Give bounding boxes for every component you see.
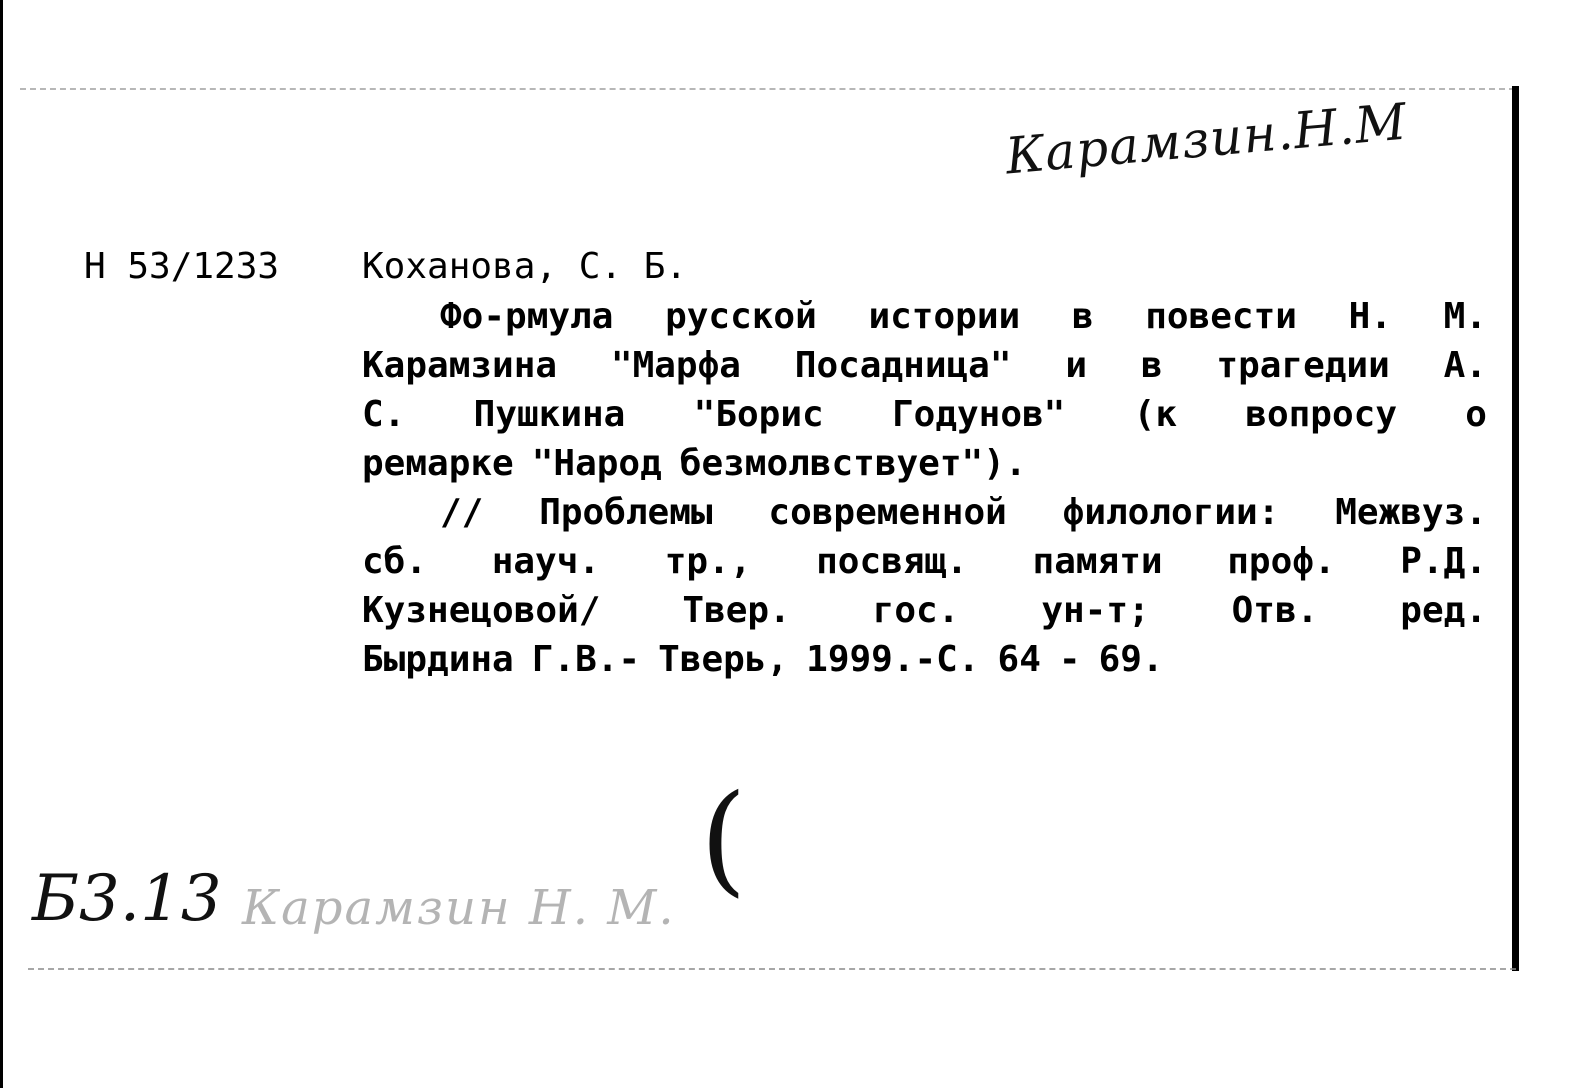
word: филологии: xyxy=(1062,492,1280,533)
word: "Борис xyxy=(693,394,824,435)
word: Проблемы xyxy=(539,492,713,533)
catalog-number: Н 53/1233 xyxy=(84,246,280,287)
card-bottom-border xyxy=(28,968,1516,970)
word: безмолвствует"). xyxy=(679,443,1027,484)
word: Посадница" xyxy=(794,345,1012,386)
word: ремарке xyxy=(362,443,514,484)
word: современной xyxy=(768,492,1007,533)
handwritten-parenthesis: ( xyxy=(700,770,747,909)
author-name: Коханова, С. Б. xyxy=(362,246,688,287)
word: повести xyxy=(1145,296,1297,337)
word: проф. xyxy=(1227,541,1336,582)
word: истории xyxy=(868,296,1021,337)
word: гос. xyxy=(872,590,960,631)
word: Пушкина xyxy=(473,394,626,435)
description-line-4 xyxy=(362,439,1487,488)
word: Н. xyxy=(1348,296,1392,337)
word: и xyxy=(1065,345,1088,386)
word: Р.Д. xyxy=(1400,541,1487,582)
word: о xyxy=(1465,394,1487,435)
word: ун-т; xyxy=(1041,590,1150,631)
word: М. xyxy=(1443,296,1487,337)
word: // xyxy=(440,492,484,533)
word: тр., xyxy=(664,541,752,582)
word: сб. xyxy=(362,541,428,582)
word: вопросу xyxy=(1245,394,1397,435)
word: А. xyxy=(1443,345,1487,386)
word: Г.В.- xyxy=(531,639,641,680)
word: науч. xyxy=(491,541,601,582)
word: 64 xyxy=(997,639,1041,680)
word: Фо-рмула xyxy=(440,296,614,337)
word: памяти xyxy=(1032,541,1163,582)
description-line-8 xyxy=(362,635,1487,684)
word: Тверь, xyxy=(658,639,789,680)
description-line-6 xyxy=(362,537,1487,586)
description-line-7 xyxy=(362,586,1487,635)
description-line-2 xyxy=(362,341,1487,390)
description-line-1 xyxy=(362,292,1487,341)
word: "Марфа xyxy=(610,345,741,386)
word: русской xyxy=(665,296,817,337)
scan-edge-left xyxy=(0,0,3,1088)
word: Карамзина xyxy=(362,345,558,386)
handwritten-faint-note: Карамзин Н. М. xyxy=(242,880,676,936)
word: Твер. xyxy=(682,590,791,631)
word: - xyxy=(1058,639,1081,680)
word: 1999.-С. xyxy=(806,639,980,680)
word: Бырдина xyxy=(362,639,514,680)
description-line-5 xyxy=(362,488,1487,537)
word: С. xyxy=(362,394,406,435)
word: 69. xyxy=(1098,639,1164,680)
bibliographic-description xyxy=(362,292,1487,684)
word: Отв. xyxy=(1231,590,1319,631)
word: Межвуз. xyxy=(1335,492,1487,533)
word: Годунов" xyxy=(891,394,1066,435)
word: трагедии xyxy=(1216,345,1390,386)
word: ред. xyxy=(1400,590,1487,631)
word: (к xyxy=(1133,394,1177,435)
description-line-3 xyxy=(362,390,1487,439)
word: посвящ. xyxy=(816,541,968,582)
word: в xyxy=(1140,345,1163,386)
handwritten-heading: Карамзин.Н.М xyxy=(1003,92,1410,186)
word: в xyxy=(1071,296,1094,337)
word: "Народ xyxy=(531,443,662,484)
word: Кузнецовой/ xyxy=(362,590,601,631)
shelf-mark: Б3.13 xyxy=(32,862,222,936)
card-right-border xyxy=(1512,86,1519,971)
card-top-border xyxy=(20,88,1515,90)
